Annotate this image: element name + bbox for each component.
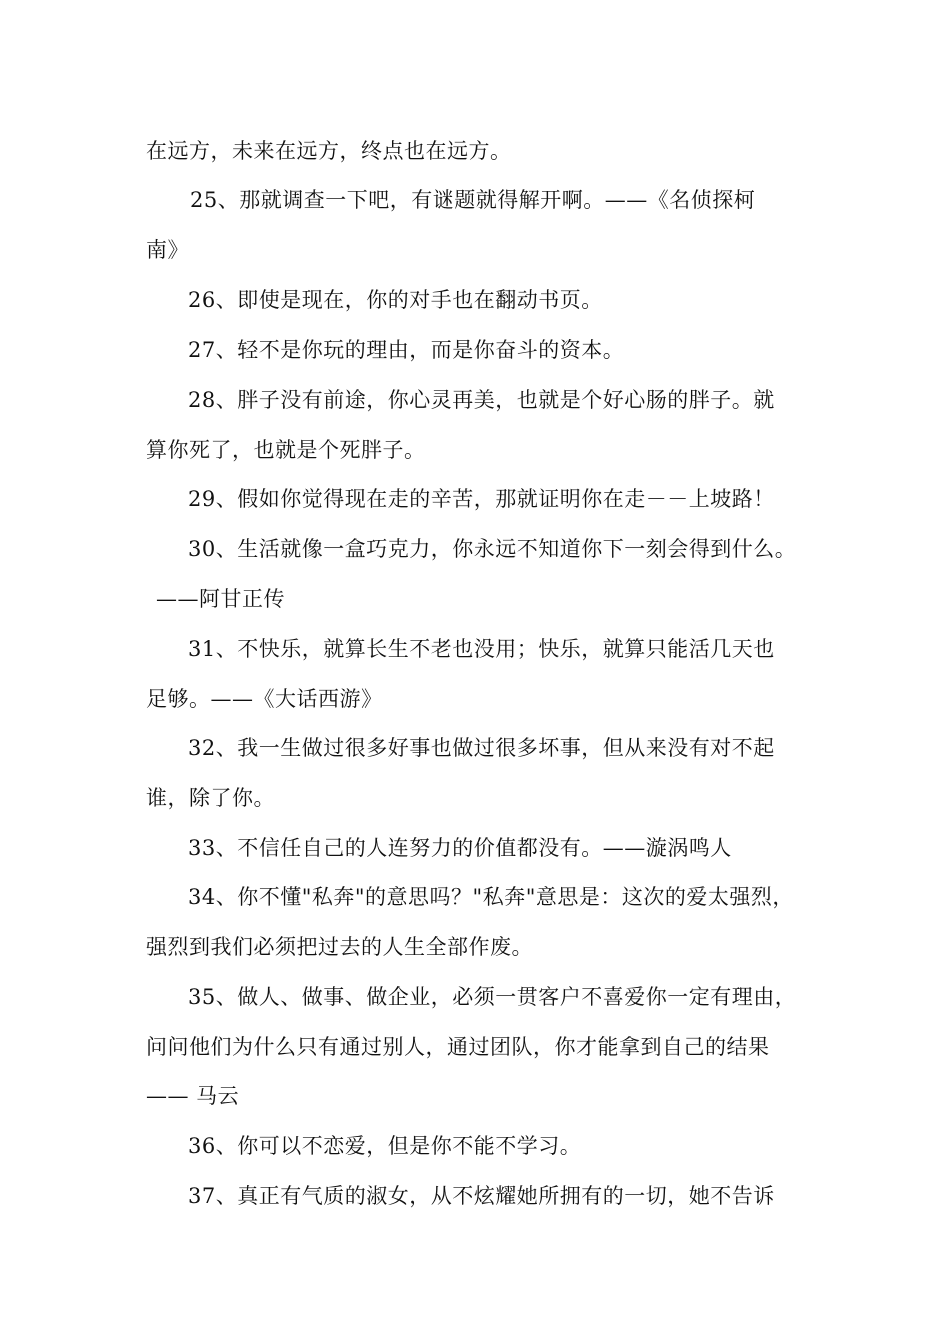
text-line: 29、假如你觉得现在走的辛苦，那就证明你在走－－上坡路！ [188,487,775,511]
text-line: 33、不信任自己的人连努力的价值都没有。——漩涡鸣人 [188,836,732,860]
text-line: 问问他们为什么只有通过别人，通过团队，你才能拿到自己的结果 [146,1035,770,1059]
text-line: 36、你可以不恋爱，但是你不能不学习。 [188,1134,582,1158]
text-line: —— 马云 [146,1084,240,1108]
text-line: 37、真正有气质的淑女，从不炫耀她所拥有的一切，她不告诉 [188,1184,775,1208]
text-line: 27、轻不是你玩的理由，而是你奋斗的资本。 [188,338,625,362]
text-line: 足够。——《大话西游》 [146,687,383,711]
text-line: 强烈到我们必须把过去的人生全部作废。 [146,935,533,959]
text-line: 谁，除了你。 [146,786,275,810]
text-line: 32、我一生做过很多好事也做过很多坏事，但从来没有对不起 [188,736,775,760]
text-line: 34、你不懂"私奔"的意思吗？"私奔"意思是：这次的爱太强烈， [188,885,794,909]
text-line: ——阿甘正传 [156,587,285,611]
text-line: 南》 [146,238,189,262]
text-line: 28、胖子没有前途，你心灵再美，也就是个好心肠的胖子。就 [188,388,775,412]
text-line: 算你死了，也就是个死胖子。 [146,438,426,462]
text-line: 31、不快乐，就算长生不老也没用；快乐，就算只能活几天也 [188,637,775,661]
text-line: 26、即使是现在，你的对手也在翻动书页。 [188,288,603,312]
text-line: 25、那就调查一下吧，有谜题就得解开啊。——《名侦探柯 [190,188,756,212]
text-line: 30、生活就像一盒巧克力，你永远不知道你下一刻会得到什么。 [188,537,797,561]
text-line: 在远方，未来在远方，终点也在远方。 [146,139,512,163]
text-line: 35、做人、做事、做企业，必须一贯客户不喜爱你一定有理由， [188,985,797,1009]
